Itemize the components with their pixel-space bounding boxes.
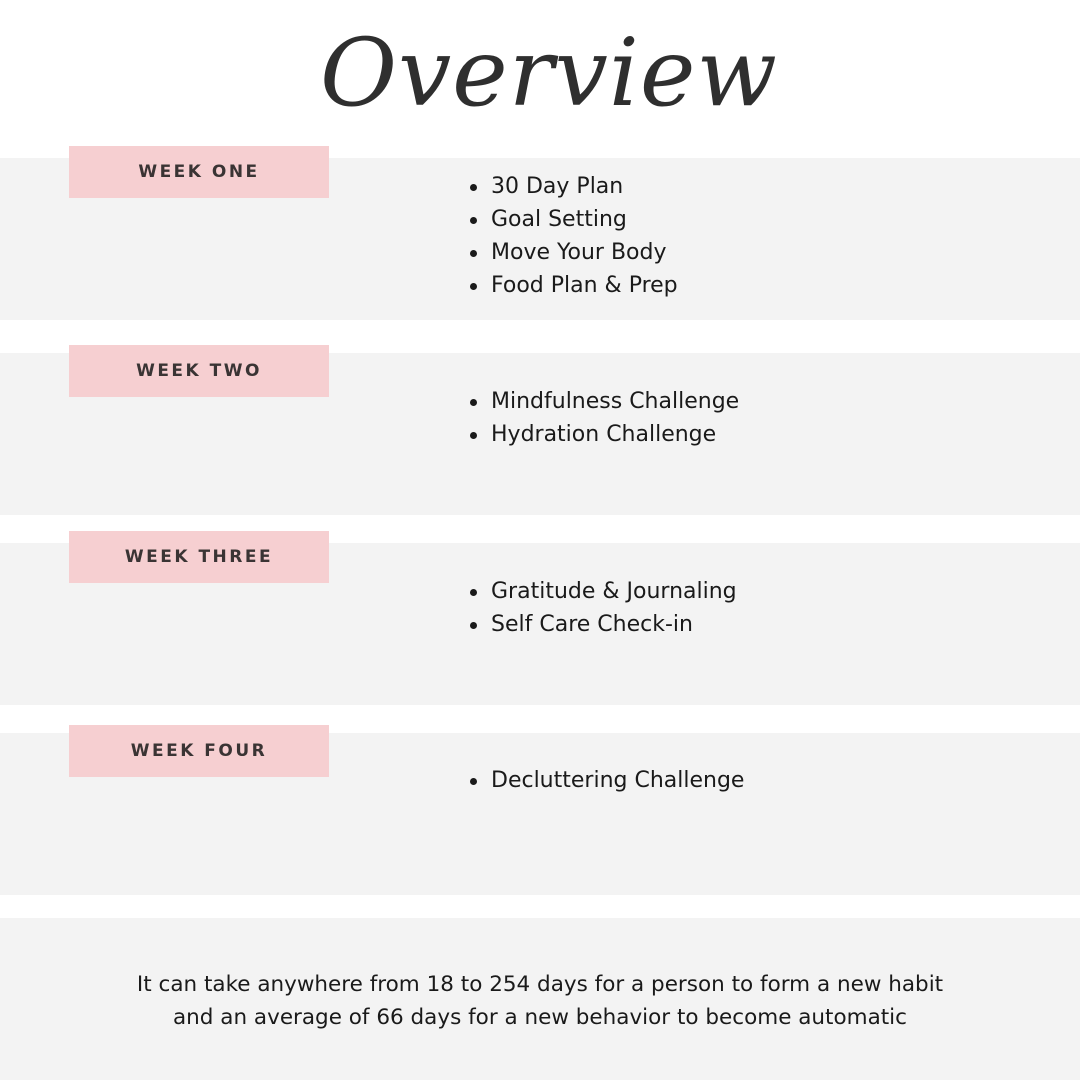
week-one-list <box>491 170 678 302</box>
list-item: 30 Day Plan <box>491 170 678 203</box>
week-two-tag: WEEK TWO <box>69 345 329 397</box>
list-item: Goal Setting <box>491 203 678 236</box>
list-item: Self Care Check-in <box>491 608 737 641</box>
footer-line-2: and an average of 66 days for a new behavior to become automatic <box>173 1005 907 1030</box>
week-two-list <box>491 385 739 451</box>
footer-band <box>0 918 1080 1080</box>
title-text: Overview <box>320 19 778 128</box>
list-item: Decluttering Challenge <box>491 764 744 797</box>
list-item: Move Your Body <box>491 236 678 269</box>
page-title <box>0 0 1080 150</box>
week-one-tag: WEEK ONE <box>69 146 329 198</box>
week-four-list <box>491 764 744 797</box>
list-item: Mindfulness Challenge <box>491 385 739 418</box>
week-four-tag: WEEK FOUR <box>69 725 329 777</box>
list-item: Food Plan & Prep <box>491 269 678 302</box>
list-item: Hydration Challenge <box>491 418 739 451</box>
list-item: Gratitude & Journaling <box>491 575 737 608</box>
week-three-list <box>491 575 737 641</box>
footer-note <box>60 968 1020 1034</box>
footer-line-1: It can take anywhere from 18 to 254 days for a person to form a new habit <box>136 972 944 997</box>
week-three-tag: WEEK THREE <box>69 531 329 583</box>
